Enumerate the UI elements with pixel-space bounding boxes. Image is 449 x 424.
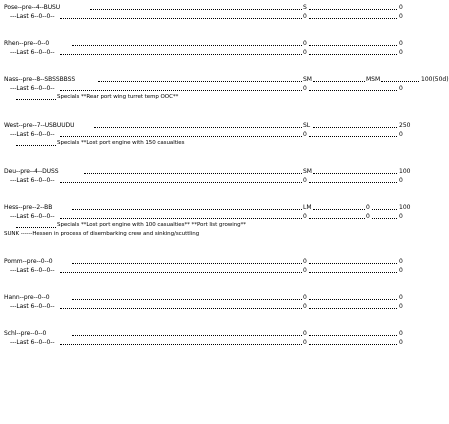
west-right-1: 250 (399, 122, 411, 129)
schl-mid-1: 0 (303, 330, 307, 337)
west-pre-label: West--pre--7--USBUUDU (4, 122, 75, 129)
nass-last-label: ---Last 6--0--0-- (10, 85, 55, 92)
west-specials: Specials **Lost port engine with 150 casualties (57, 140, 185, 146)
hess-last-label: ---Last 6--0--0-- (10, 213, 55, 220)
hann-mid-1: 0 (303, 294, 307, 301)
pomm-mid-1: 0 (303, 258, 307, 265)
nass-mid-1: SM (303, 76, 312, 83)
schl-right-2: 0 (399, 339, 403, 346)
deu-pre-label: Deu--pre--4--DUSS (4, 168, 59, 175)
rhen-last-label: ---Last 6--0--0-- (10, 49, 55, 56)
rhen-mid-1: 0 (303, 40, 307, 47)
hann-pre-label: Hann--pre--0--0 (4, 294, 50, 301)
pomm-right-2: 0 (399, 267, 403, 274)
schl-mid-2: 0 (303, 339, 307, 346)
pomm-last-label: ---Last 6--0--0-- (10, 267, 55, 274)
hess-extra-2: 0 (366, 213, 370, 220)
west-mid-2: 0 (303, 131, 307, 138)
deu-mid-1: SM (303, 168, 312, 175)
nass-right-2: 0 (399, 85, 403, 92)
nass-mid-2: 0 (303, 85, 307, 92)
hann-last-label: ---Last 6--0--0-- (10, 303, 55, 310)
west-right-2: 0 (399, 131, 403, 138)
rhen-mid-2: 0 (303, 49, 307, 56)
hann-mid-2: 0 (303, 303, 307, 310)
rhen-pre-label: Rhen--pre--0--0 (4, 40, 50, 47)
pomm-pre-label: Pomm--pre--0--0 (4, 258, 53, 265)
hann-right-1: 0 (399, 294, 403, 301)
rhen-right-2: 0 (399, 49, 403, 56)
nass-pre-label: Nass--pre--8--SBSSBBSS (4, 76, 76, 83)
deu-right-2: 0 (399, 177, 403, 184)
pose-right-1: 0 (399, 4, 403, 11)
nass-specials: Specials **Rear port wing turret temp OOC** (57, 94, 179, 100)
deu-right-1: 100 (399, 168, 411, 175)
hess-right-1: 100 (399, 204, 411, 211)
schl-last-label: ---Last 6--0--0-- (10, 339, 55, 346)
rhen-right-1: 0 (399, 40, 403, 47)
pose-pre-label: Pose--pre--4--BUSU (4, 4, 61, 11)
pose-mid-2: 0 (303, 13, 307, 20)
deu-mid-2: 0 (303, 177, 307, 184)
nass-right-1: 100(50d) (421, 76, 449, 83)
hess-extra-1: 0 (366, 204, 370, 211)
pomm-mid-2: 0 (303, 267, 307, 274)
pose-right-2: 0 (399, 13, 403, 20)
hess-sunk-note: SUNK ------Hessen in process of disembarking crew and sinking/scuttling (4, 231, 200, 237)
hess-pre-label: Hess--pre--2--BB (4, 204, 53, 211)
pose-last-label: ---Last 6--0--0-- (10, 13, 55, 20)
hess-mid-2: 0 (303, 213, 307, 220)
west-last-label: ---Last 6--0--0-- (10, 131, 55, 138)
pomm-right-1: 0 (399, 258, 403, 265)
hess-specials: Specials **Lost port engine with 100 casualties** **Port list growing** (57, 222, 246, 228)
pose-mid-1: S (303, 4, 307, 11)
schl-right-1: 0 (399, 330, 403, 337)
nass-extra-1: MSM (366, 76, 381, 83)
hann-right-2: 0 (399, 303, 403, 310)
schl-pre-label: Schl--pre--0--0 (4, 330, 47, 337)
west-mid-1: SL (303, 122, 311, 129)
hess-right-2: 0 (399, 213, 403, 220)
hess-mid-1: LM (303, 204, 312, 211)
deu-last-label: ---Last 6--0--0-- (10, 177, 55, 184)
